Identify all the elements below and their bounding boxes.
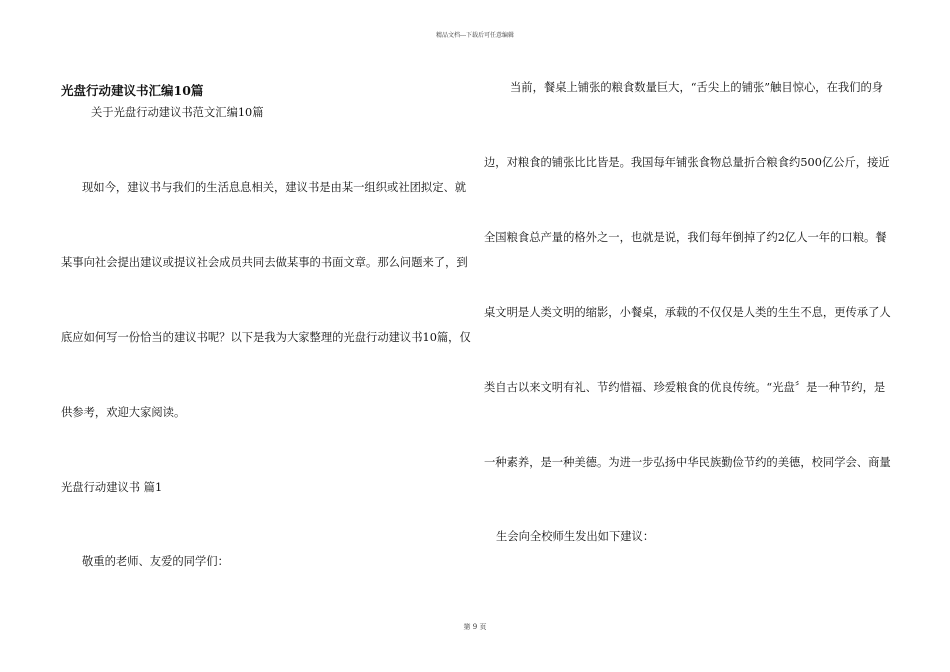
intro-line: 现如今，建议书与我们的生活息息相关，建议书是由某一组织或社团拟定、就: [82, 181, 467, 194]
intro-line: 某事向社会提出建议或提议社会成员共同去做某事的书面文章。那么问题来了，到: [61, 256, 468, 269]
page-number: 第 9 页: [463, 623, 487, 631]
section-heading: 光盘行动建议书 篇1: [61, 481, 163, 494]
page-header: 精品文档---下载后可任意编辑: [435, 32, 515, 39]
salutation: 敬重的老师、友爱的同学们：: [82, 555, 229, 568]
body-line: 生会向全校师生发出如下建议：: [496, 530, 655, 543]
body-line: 当前，餐桌上铺张的粮食数量巨大，“舌尖上的铺张”触目惊心，在我们的身: [510, 81, 884, 94]
body-line: 边，对粮食的铺张比比皆是。我国每年铺张食物总量折合粮食约500亿公斤，接近: [484, 156, 890, 169]
body-line: 类自古以来文明有礼、节约惜福、珍爱粮食的优良传统。“光盘〞是一种节约，是: [484, 381, 886, 394]
intro-line: 底应如何写一份恰当的建议书呢？以下是我为大家整理的光盘行动建议书10篇，仅: [61, 331, 471, 344]
body-line: 一种素养，是一种美德。为进一步弘扬中华民族勤俭节约的美德，校同学会、商量: [484, 456, 891, 469]
document-subtitle: 关于光盘行动建议书范文汇编10篇: [91, 106, 264, 119]
body-line: 桌文明是人类文明的缩影，小餐桌，承载的不仅仅是人类的生生不息，更传承了人: [484, 306, 891, 319]
body-line: 全国粮食总产量的格外之一，也就是说，我们每年倒掉了约2亿人一年的口粮。餐: [484, 231, 887, 244]
intro-line: 供参考，欢迎大家阅读。: [61, 406, 186, 419]
document-title: 光盘行动建议书汇编10篇: [61, 83, 204, 98]
